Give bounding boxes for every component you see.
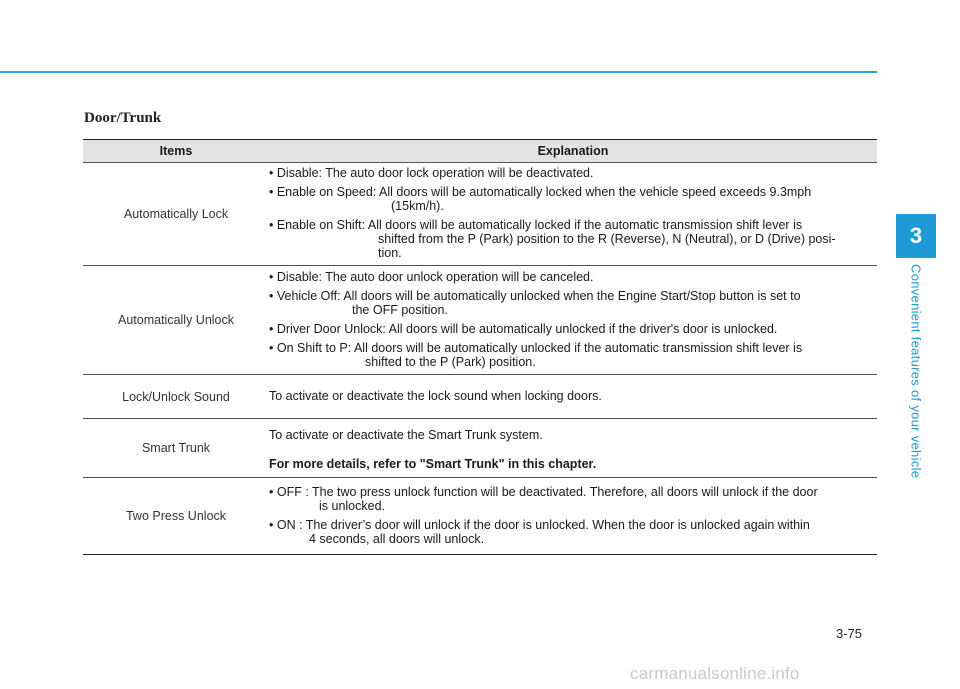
explanation-line: • Enable on Speed: All doors will be automatically locked when the vehicle speed exceeds 9.3mph (15km/h).	[269, 185, 812, 213]
table-row	[83, 163, 877, 266]
table-header-row	[83, 140, 877, 163]
header-items: Items	[83, 140, 269, 163]
watermark: carmanualsonline.info	[630, 664, 800, 683]
item-cell: Automatically Lock	[83, 163, 269, 266]
chapter-tab: 3	[896, 214, 936, 258]
explanation-line: • Enable on Shift: All doors will be automatically locked if the automatic transmission shift lever is shifted from the P (Park) position to the R (Reverse), N (Neutral), or D (Drive) posi- tion.	[269, 218, 836, 260]
table-row	[83, 478, 877, 555]
item-cell: Two Press Unlock	[83, 478, 269, 555]
explanation-text: To activate or deactivate the Smart Trunk system.	[269, 428, 543, 442]
item-cell: Smart Trunk	[83, 419, 269, 478]
settings-table	[83, 139, 877, 555]
explanation-line: • OFF : The two press unlock function will be deactivated. Therefore, all doors will unlock if the door is unlocked.	[269, 484, 818, 513]
explanation-line: • Driver Door Unlock: All doors will be automatically unlocked if the driver's door is unlocked.	[269, 321, 778, 336]
chapter-title: Convenient features of your vehicle	[908, 264, 924, 479]
section-title: Door/Trunk	[84, 110, 162, 126]
top-rule	[0, 71, 877, 73]
explanation-line: • On Shift to P: All doors will be automatically unlocked if the automatic transmission shift lever is shifted to the P (Park) position.	[269, 340, 803, 369]
explanation-line: • Disable: The auto door unlock operation will be canceled.	[269, 269, 594, 284]
explanation-cell	[269, 419, 877, 478]
item-cell: Lock/Unlock Sound	[83, 375, 269, 419]
explanation-note: For more details, refer to "Smart Trunk" in this chapter.	[269, 457, 597, 471]
header-explanation: Explanation	[269, 140, 877, 163]
explanation-line: • Vehicle Off: All doors will be automatically unlocked when the Engine Start/Stop button is set to the OFF position.	[269, 288, 801, 317]
page-number: 3-75	[836, 626, 863, 641]
table-row	[83, 266, 877, 375]
item-cell: Automatically Unlock	[83, 266, 269, 375]
explanation-line: • ON : The driver’s door will unlock if the door is unlocked. When the door is unlocked again within 4 seconds, all doors will unlock.	[269, 517, 810, 546]
explanation-cell	[269, 375, 877, 419]
explanation-cell	[269, 163, 877, 266]
explanation-cell	[269, 266, 877, 375]
explanation-cell	[269, 478, 877, 555]
table-row	[83, 419, 877, 478]
table-row	[83, 375, 877, 419]
explanation-line: • Disable: The auto door lock operation will be deactivated.	[269, 166, 594, 180]
explanation-text: To activate or deactivate the lock sound when locking doors.	[269, 389, 602, 403]
